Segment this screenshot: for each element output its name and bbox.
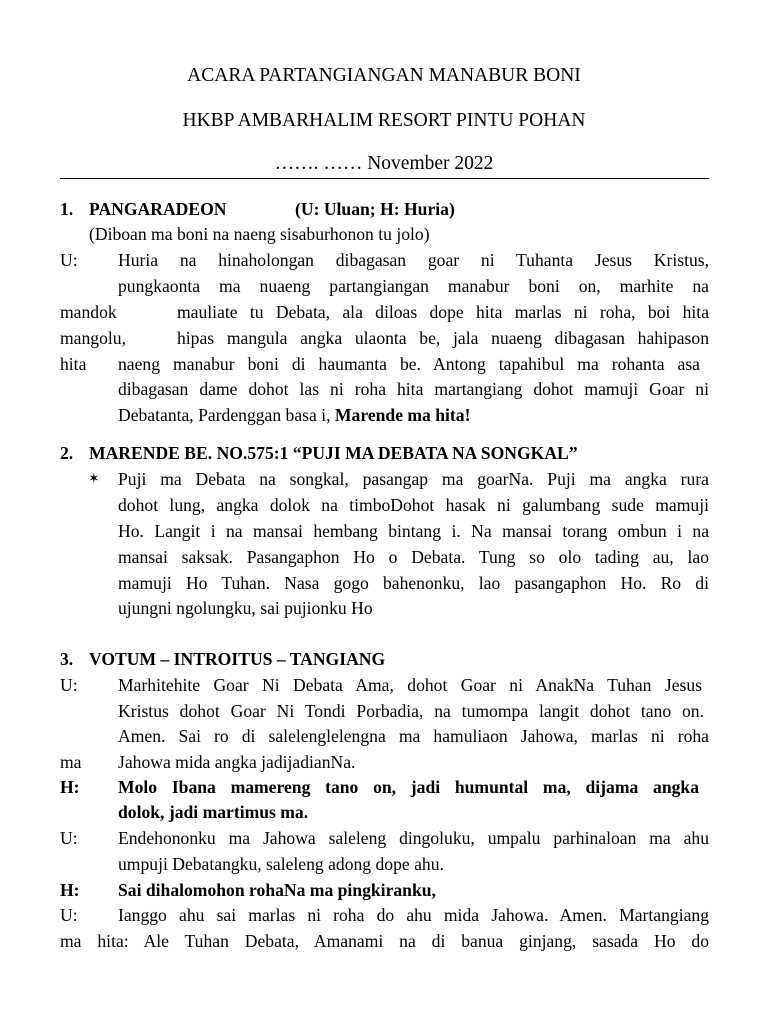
section-3-number: 3.: [60, 649, 74, 669]
liturgy-line: ma hita: Ale Tuhan Debata, Amanami na di banua ginjang, sasada Ho do: [60, 931, 709, 951]
date-line: ……. …… November 2022: [274, 153, 494, 174]
overflow-word: mandok: [60, 302, 117, 322]
section-1-number: 1.: [60, 199, 74, 219]
hymn-line: mamuji Ho Tuhan. Nasa gogo bahenonku, lao pasangaphon Ho. Ro di: [118, 573, 709, 593]
section-2-number: 2.: [60, 443, 74, 463]
hymn-line: Ho. Langit i na mansai hembang bintang i. Na mansai torang ombun i na: [118, 521, 709, 541]
overflow-word: hita: [60, 354, 87, 374]
section-1-subnote: (Diboan ma boni na naeng sisaburhonon tu jolo): [89, 224, 430, 244]
paragraph-last-line: [118, 407, 470, 425]
liturgy-last-line: umpuji Debatangku, saleleng adong dope ahu.: [118, 854, 444, 874]
speaker-label: H:: [60, 777, 80, 797]
speaker-label: U:: [60, 675, 78, 695]
paragraph-line: dibagasan dame dohot las ni roha hita martangiang dohot mamuji Goar ni: [118, 379, 709, 399]
overflow-word: mangolu,: [60, 328, 126, 348]
liturgy-line: Marhitehite Goar Ni Debata Ama, dohot Goar ni AnakNa Tuhan Jesus: [118, 675, 702, 695]
liturgy-line: Endehononku ma Jahowa saleleng dingoluku, umpalu parhinaloan ma ahu: [118, 828, 709, 848]
closing-instruction: Marende ma hita!: [334, 405, 471, 425]
paragraph-line: Huria na hinaholongan dibagasan goar ni Tuhanta Jesus Kristus,: [118, 250, 709, 270]
hymn-line: mansai saksak. Pasangaphon Ho o Debata. Tung so olo tading au, lao: [118, 547, 709, 567]
response-line: Molo Ibana mamereng tano on, jadi humuntal ma, dijama angka: [118, 777, 699, 797]
paragraph-line: naeng manabur boni di haumanta be. Antong tapahibul ma rohanta asa: [118, 354, 700, 374]
section-2-heading: MARENDE BE. NO.575:1 “PUJI MA DEBATA NA SONGKAL”: [89, 443, 578, 463]
liturgy-line: Amen. Sai ro di salelenglelengna ma hamuliaon Jahowa, marlas ni roha: [118, 726, 709, 746]
paragraph-line: pungkaonta ma nuaeng partangiangan manabur boni on, marhite na: [118, 276, 709, 296]
speaker-label: U:: [60, 905, 78, 925]
paragraph-line: mauliate tu Debata, ala diloas dope hita marlas ni roha, boi hita: [177, 302, 709, 322]
hymn-line: dohot lung, angka dolok na timboDohot hasak ni galumbang sude mamuji: [118, 495, 709, 515]
star-bullet-icon: ✶: [88, 472, 100, 487]
response-line: Sai dihalomohon rohaNa ma pingkiranku,: [118, 880, 436, 900]
liturgy-last-line: Jahowa mida angka jadijadianNa.: [118, 752, 356, 772]
speaker-label: U:: [60, 250, 78, 270]
section-1-heading: PANGARADEON: [89, 199, 227, 219]
speaker-label: H:: [60, 880, 80, 900]
section-3-heading: VOTUM – INTROITUS – TANGIANG: [89, 649, 386, 669]
liturgy-line: Ianggo ahu sai marlas ni roha do ahu mida Jahowa. Amen. Martangiang: [118, 905, 709, 925]
hymn-last-line: ujungni ngolungku, sai pujionku Ho: [118, 598, 373, 618]
liturgy-line: Kristus dohot Goar Ni Tondi Porbadia, na tumompa langit dohot tano on.: [118, 701, 704, 721]
hymn-line: Puji ma Debata na songkal, pasangap ma goarNa. Puji ma angka rura: [118, 469, 709, 489]
closing-text: Debatanta, Pardenggan basa i,: [118, 405, 335, 425]
response-last-line: dolok, jadi martimus ma.: [118, 802, 309, 822]
overflow-word: ma: [60, 752, 82, 772]
speaker-label: U:: [60, 828, 78, 848]
church-name: HKBP AMBARHALIM RESORT PINTU POHAN: [182, 110, 586, 131]
paragraph-line: hipas mangula angka ulaonta be, jala nuaeng dibagasan hahipason: [177, 328, 709, 348]
document-title: ACARA PARTANGIANGAN MANABUR BONI: [187, 65, 581, 86]
section-1-heading-note: (U: Uluan; H: Huria): [295, 199, 455, 219]
header-divider: [60, 178, 709, 179]
